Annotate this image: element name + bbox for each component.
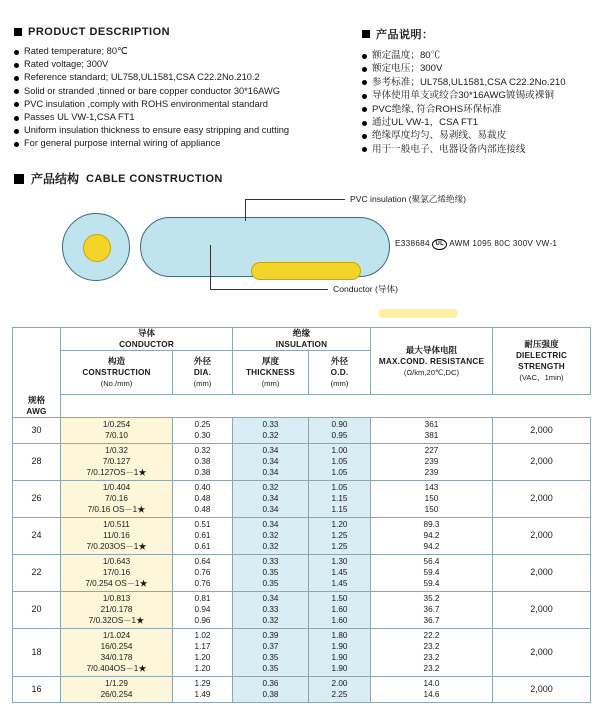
cell-dia [173,517,233,554]
cell-thickness-value: 0.33 [262,605,279,615]
cell-thickness-value: 0.32 [262,431,279,441]
label-pvc-insulation: PVC insulation (聚氯乙烯绝缘) [350,194,467,205]
cell-od-value: 1.25 [331,542,348,552]
column-header-resistance-unit: (Ω/km,20℃,DC) [403,367,460,377]
cell-construction [61,417,173,443]
cable-body [140,217,390,277]
list-item-text: Reference standard; UL758,UL1581,CSA C22.2No.210.2 [24,72,260,83]
cell-construction-value: 17/0.16 [102,568,131,578]
cell-construction-value: 16/0.254 [100,642,133,652]
cell-dia-value: 0.48 [194,505,211,515]
cell-dielectric: 2,000 [493,676,591,702]
list-item [14,85,344,98]
cell-construction [61,628,173,676]
cell-od [309,676,371,702]
cell-thickness [233,591,309,628]
cell-construction-value: 7/0.16 [105,494,128,504]
cell-awg: 18 [13,628,61,676]
cell-resistance-value: 143 [424,483,439,493]
cell-resistance [371,517,493,554]
list-item-text: Rated temperature; 80℃ [24,46,128,56]
cell-resistance-value: 381 [424,431,439,441]
list-item-text: 通过UL VW-1，CSA FT1 [372,117,479,129]
ul-logo-icon: UL [432,239,447,250]
cell-thickness-value: 0.35 [262,568,279,578]
description-chinese-list [362,49,592,156]
column-header-od-unit: (mm) [330,379,349,389]
cell-resistance-value: 14.0 [423,679,440,689]
dot-bullet-icon [362,54,367,59]
description-chinese-title: 产品说明： [376,29,434,41]
cell-thickness [233,628,309,676]
dot-bullet-icon [362,80,367,85]
cell-thickness-value: 0.34 [262,520,279,530]
cell-thickness [233,676,309,702]
cell-od-value: 1.15 [331,494,348,504]
table-row [13,443,591,480]
cell-resistance-value: 94.2 [423,542,440,552]
leader-line-insulation-vertical [245,199,246,221]
table-body [13,417,591,702]
cell-thickness-value: 0.34 [262,594,279,604]
column-header-thickness-cn: 厚度 [261,356,280,367]
cell-od-value: 1.05 [331,468,348,478]
list-item [362,103,592,116]
cell-od-value: 0.90 [331,420,348,430]
column-header-dia [173,351,233,395]
cell-od-value: 1.45 [331,579,348,589]
square-bullet-icon [14,28,22,36]
cell-resistance-value: 23.2 [423,653,440,663]
dot-bullet-icon [14,89,19,94]
cell-resistance-value: 59.4 [423,568,440,578]
cell-dia-value: 0.25 [194,420,211,430]
column-header-od [309,351,371,395]
cell-od-value: 1.05 [331,483,348,493]
cell-resistance-value: 361 [424,420,439,430]
cell-resistance-value: 23.2 [423,664,440,674]
cell-resistance-value: 150 [424,494,439,504]
list-item [362,129,592,142]
cell-dia-value: 1.20 [194,664,211,674]
group-header-insulation-en: INSULATION [275,340,328,350]
dot-bullet-icon [14,116,19,121]
cell-dia-value: 0.76 [194,568,211,578]
cell-construction-value: 7/0.10 [105,431,128,441]
cell-construction-value: 7/0.127OS－1★ [86,468,147,478]
leader-line-conductor-vertical [210,245,211,289]
list-item [14,45,344,58]
list-item-text: 额定温度；80℃ [372,50,441,61]
column-header-construction-en: CONSTRUCTION [82,368,151,378]
cell-thickness-value: 0.35 [262,664,279,674]
table-row [13,591,591,628]
cell-dia-value: 0.30 [194,431,211,441]
cell-construction-value: 1/0.32 [105,446,128,456]
cell-dielectric: 2,000 [493,554,591,591]
cell-awg: 30 [13,417,61,443]
cell-resistance-value: 94.2 [423,531,440,541]
table-row [13,480,591,517]
cell-resistance-value: 150 [424,505,439,515]
square-bullet-icon [362,30,370,38]
column-header-thickness-en: THICKNESS [245,368,296,378]
cross-section-insulation [62,213,130,281]
cable-print-rating: AWM 1095 80C 300V VW-1 [449,239,558,249]
dot-bullet-icon [14,129,19,134]
table-row [13,517,591,554]
cell-od-value: 0.95 [331,431,348,441]
list-item-text: PVC绝缘, 符合ROHS环保标准 [372,103,502,115]
cell-resistance-value: 56.4 [423,557,440,567]
list-item [362,89,592,102]
cell-dielectric: 2,000 [493,517,591,554]
cell-construction-value: 7/0.203OS－1★ [86,542,147,552]
cell-construction [61,517,173,554]
cell-construction-value: 7/0.32OS－1★ [88,616,145,626]
cell-dia-value: 0.40 [194,483,211,493]
cell-awg: 20 [13,591,61,628]
description-chinese-column [362,26,592,156]
dot-bullet-icon [14,50,19,55]
cell-dia-value: 0.81 [194,594,211,604]
cell-resistance-value: 14.6 [423,690,440,700]
cell-thickness-value: 0.32 [262,542,279,552]
cell-construction-value: 34/0.178 [100,653,133,663]
cell-resistance [371,443,493,480]
column-header-dielectric [493,328,591,395]
cell-resistance [371,591,493,628]
column-header-awg-en: AWG [26,406,47,416]
cell-thickness [233,443,309,480]
cell-dia [173,676,233,702]
cell-construction-value: 1/0.511 [103,520,130,530]
cell-od-value: 1.30 [331,557,348,567]
cell-thickness-value: 0.32 [262,483,279,493]
dot-bullet-icon [362,67,367,72]
cell-dia-value: 0.76 [194,579,211,589]
cell-dia-value: 1.29 [194,679,211,689]
column-header-resistance-en: MAX.COND. RESISTANCE [378,356,485,366]
column-header-dielectric-unit: (VAC、1min) [519,373,564,383]
cell-resistance-value: 22.2 [423,631,440,641]
dot-bullet-icon [362,147,367,152]
cell-dia [173,554,233,591]
dot-bullet-icon [14,63,19,68]
cell-thickness [233,480,309,517]
column-header-thickness-unit: (mm) [261,379,280,389]
cell-construction-value: 26/0.254 [100,690,133,700]
cell-resistance-value: 35.2 [423,594,440,604]
list-item-text: Solid or stranded ,tinned or bare copper conductor 30*16AWG [24,85,280,96]
list-item [362,62,592,75]
cell-construction-value: 21/0.178 [100,605,133,615]
description-chinese-heading [362,26,592,42]
cell-construction-value: 1/0.813 [102,594,131,604]
cell-dia-value: 1.49 [194,690,211,700]
cell-thickness-value: 0.36 [262,679,279,689]
cell-thickness-value: 0.34 [262,446,279,456]
group-header-conductor-en: CONDUCTOR [119,340,174,350]
cell-thickness [233,417,309,443]
cell-dia-value: 0.64 [194,557,211,567]
cell-dia [173,417,233,443]
cell-construction-value: 11/0.16 [103,531,130,541]
cell-od [309,591,371,628]
description-section [0,0,603,156]
cell-resistance-value: 239 [424,457,439,467]
cell-thickness-value: 0.32 [262,616,279,626]
cell-construction-value: 1/1.29 [105,679,128,689]
cell-awg: 28 [13,443,61,480]
cell-dia-value: 1.20 [194,653,211,663]
cell-od [309,628,371,676]
list-item-text: Passes UL VW-1,CSA FT1 [24,112,135,123]
cell-thickness-value: 0.35 [262,653,279,663]
list-item-text: 用于一般电子、电器设备内部连接线 [372,143,526,155]
cell-od [309,443,371,480]
cell-awg: 24 [13,517,61,554]
construction-title-cn: 产品结构 [31,172,80,187]
cell-od-value: 1.90 [331,653,348,663]
column-header-dielectric-en: DIELECTRIC STRENGTH [515,351,568,372]
cell-od-value: 1.25 [331,531,348,541]
list-item-text: Rated voltage; 300V [24,59,109,70]
cell-construction [61,443,173,480]
cell-thickness-value: 0.37 [262,642,279,652]
cell-od-value: 2.25 [331,690,348,700]
description-english-column [14,26,344,156]
cell-resistance-value: 59.4 [423,579,440,589]
cable-print-text [395,239,557,251]
dot-bullet-icon [14,142,19,147]
construction-heading [14,170,603,187]
list-item-text: 额定电压；300V [372,63,443,75]
cell-od-value: 1.50 [331,594,348,604]
group-header-conductor [61,328,233,351]
list-item-text: PVC insulation ,comply with ROHS environmental standard [24,98,268,109]
cell-dia [173,480,233,517]
column-header-dia-en: DIA. [193,368,212,378]
dot-bullet-icon [14,102,19,107]
cell-dia [173,628,233,676]
cell-construction [61,676,173,702]
cell-awg: 22 [13,554,61,591]
cell-thickness [233,517,309,554]
cell-thickness-value: 0.32 [262,531,279,541]
cell-thickness-value: 0.38 [262,690,279,700]
cell-resistance [371,417,493,443]
cell-construction-value: 1/0.404 [102,483,131,493]
cell-resistance-value: 23.2 [423,642,440,652]
cable-conductor [251,262,361,280]
cell-dia-value: 0.38 [194,468,211,478]
column-header-construction-cn: 构造 [107,356,126,367]
cell-dia-value: 1.17 [194,642,211,652]
list-item-text: Uniform insulation thickness to ensure easy stripping and cutting [24,125,290,136]
group-header-insulation [233,328,371,351]
list-item [14,71,344,84]
description-english-heading [14,26,344,38]
cell-dielectric: 2,000 [493,591,591,628]
cell-resistance [371,480,493,517]
cell-dia-value: 0.94 [194,605,211,615]
cell-resistance [371,554,493,591]
table-row [13,554,591,591]
square-bullet-icon [14,174,24,184]
specification-table [12,327,591,703]
list-item [14,124,344,137]
cell-construction [61,554,173,591]
cell-dia-value: 1.02 [194,631,211,641]
cell-dia-value: 0.61 [194,542,211,552]
cell-construction-value: 7/0.254 OS－1★ [85,579,148,589]
list-item [362,143,592,156]
group-header-insulation-cn: 绝缘 [292,328,311,339]
column-header-thickness [233,351,309,395]
cell-od-value: 2.00 [331,679,348,689]
list-item-text: For general purpose internal wiring of appliance [24,138,221,149]
cell-thickness-value: 0.34 [262,468,279,478]
table-group-header-row [13,328,591,351]
cell-od-value: 1.45 [331,568,348,578]
cell-awg: 26 [13,480,61,517]
cell-od [309,480,371,517]
cell-dia [173,443,233,480]
list-item [14,98,344,111]
cell-construction-value: 7/0.16 OS－1★ [87,505,146,515]
list-item [362,49,592,62]
list-item-text: 导体使用单支或绞合30*16AWG镀锡或裸铜 [372,90,554,102]
cell-thickness-value: 0.34 [262,505,279,515]
cell-thickness-value: 0.33 [262,557,279,567]
cross-section-conductor [83,234,111,262]
cell-construction-value: 1/1.024 [102,631,131,641]
cable-diagram [0,191,603,321]
cell-thickness [233,554,309,591]
cell-construction-value: 1/0.254 [102,420,131,430]
cell-od [309,554,371,591]
cell-construction [61,480,173,517]
leader-line-conductor-horizontal [210,289,328,290]
cell-dielectric: 2,000 [493,443,591,480]
leader-line-insulation-horizontal [245,199,345,200]
cell-resistance [371,676,493,702]
cell-construction-value: 1/0.643 [102,557,131,567]
table-row [13,417,591,443]
column-header-awg [13,395,61,418]
cell-od-value: 1.60 [331,605,348,615]
cell-od [309,517,371,554]
dot-bullet-icon [362,134,367,139]
dot-bullet-icon [362,121,367,126]
cell-construction [61,591,173,628]
list-item [14,58,344,71]
cell-resistance-value: 36.7 [423,605,440,615]
construction-title-en: CABLE CONSTRUCTION [86,172,223,185]
cell-dia [173,591,233,628]
cell-dia-value: 0.32 [194,446,211,456]
cell-dia-value: 0.61 [194,531,211,541]
column-header-construction-unit: (No./mm) [100,379,133,389]
cell-od-value: 1.90 [331,642,348,652]
table-row [13,676,591,702]
group-header-conductor-cn: 导体 [137,328,156,339]
column-header-construction [61,351,173,395]
dot-bullet-icon [14,76,19,81]
table-row [13,628,591,676]
label-conductor: Conductor (导体) [333,284,398,295]
cell-dia-value: 0.51 [194,520,211,530]
description-english-list [14,45,344,151]
list-item [362,116,592,129]
dot-bullet-icon [362,107,367,112]
cell-resistance-value: 239 [424,468,439,478]
cell-construction-value: 7/0.404OS－1★ [86,664,147,674]
column-header-od-en: O.D. [330,368,349,378]
cell-dielectric: 2,000 [493,417,591,443]
cell-od-value: 1.60 [331,616,348,626]
cable-print-code: E338684 [395,239,430,249]
list-item-text: 绝缘厚度均匀、易剥线、易裁皮 [372,130,507,142]
list-item [14,111,344,124]
cell-awg: 16 [13,676,61,702]
column-header-dia-unit: (mm) [193,379,212,389]
cell-od-value: 1.05 [331,457,348,467]
cable-conductor-highlight [378,309,458,318]
cell-od-value: 1.15 [331,505,348,515]
cell-dia-value: 0.96 [194,616,211,626]
cell-od-value: 1.80 [331,631,348,641]
column-header-resistance [371,328,493,395]
cell-thickness-value: 0.34 [262,494,279,504]
cell-od [309,417,371,443]
cell-thickness-value: 0.39 [262,631,279,641]
list-item [362,76,592,89]
cell-dielectric: 2,000 [493,480,591,517]
cell-thickness-value: 0.34 [262,457,279,467]
cell-thickness-value: 0.35 [262,579,279,589]
dot-bullet-icon [362,94,367,99]
cell-dia-value: 0.48 [194,494,211,504]
cell-dielectric: 2,000 [493,628,591,676]
cell-dia-value: 0.38 [194,457,211,467]
column-header-dielectric-cn: 耐压强度 [524,339,559,350]
column-header-resistance-cn: 最大导体电阻 [405,344,458,355]
description-english-title: PRODUCT DESCRIPTION [28,26,171,38]
cell-resistance-value: 89.3 [423,520,440,530]
column-header-dia-cn: 外径 [193,356,212,367]
cell-thickness-value: 0.33 [262,420,279,430]
column-header-od-cn: 外径 [330,356,349,367]
list-item-text: 参考标准；UL758,UL1581,CSA C22.2No.210 [372,76,566,88]
cell-construction-value: 7/0.127 [102,457,131,467]
cell-resistance [371,628,493,676]
cell-resistance-value: 36.7 [423,616,440,626]
cell-od-value: 1.90 [331,664,348,674]
cell-resistance-value: 227 [424,446,439,456]
list-item [14,137,344,150]
column-header-awg-cn: 规格 [27,394,46,405]
cell-od-value: 1.00 [331,446,348,456]
cell-od-value: 1.20 [331,520,348,530]
